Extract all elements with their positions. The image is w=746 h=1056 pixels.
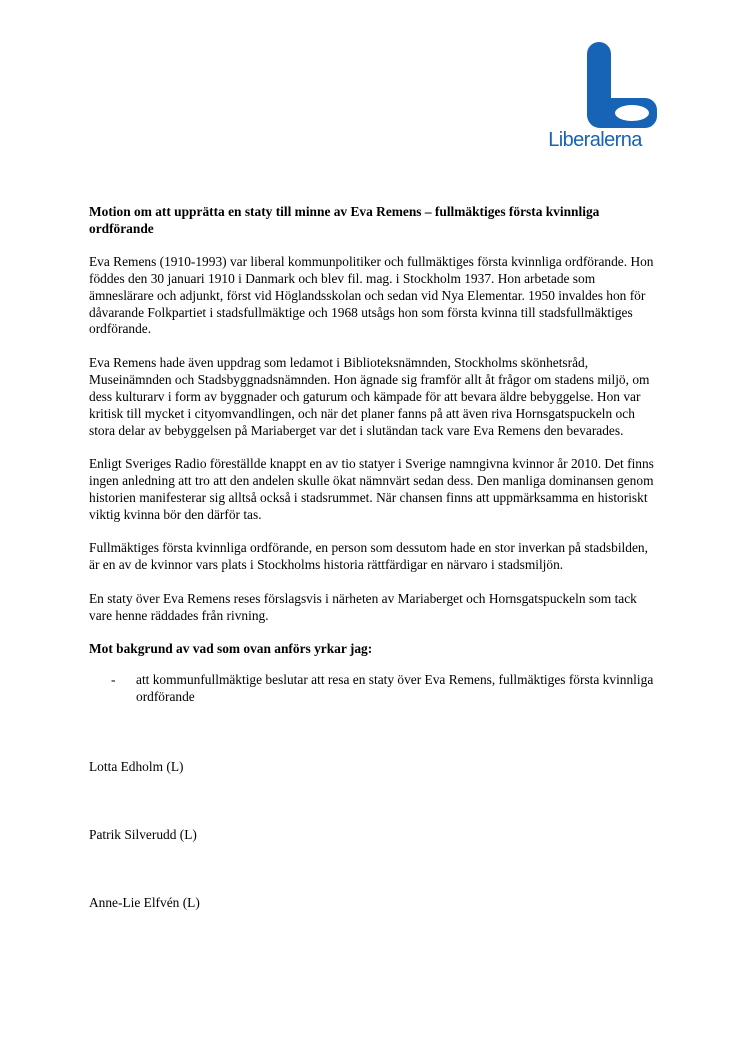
paragraph-2: Eva Remens hade även uppdrag som ledamot i Biblioteksnämnden, Stockholms skönhetsråd, Museinämnden och Stadsbyggnadsnämnden. Hon ägnade sig framför allt åt frågor om stadens miljö, om dess kulturarv i form av byggnader och gaturum och kämpade för att bevara äldre bebyggelse. Hon var kritisk till mycket i cityomvandlingen, och när det planer fanns på att även riva Hornsgatspuckeln och stora delar av bebyggelsen på Mariaberget var det i slutändan tack vare Eva Remens den bevarades. [89,354,650,438]
claims-heading: Mot bakgrund av vad som ovan anförs yrkar jag: [89,641,373,657]
signer-1: Lotta Edholm (L) [89,758,184,774]
paragraph-3: Enligt Sveriges Radio föreställde knappt en av tio statyer i Sverige namngivna kvinnor år 2010. Det finns ingen anledning att tro att den andelen skulle ökat nämnvärt sedan dess. Den manliga dominansen genom historien manifesterar sig alltså också i stadsrummet. När chansen finns att uppmärksamma en historiskt viktig kvinna bör den därför tas. [89,456,654,522]
document-title: Motion om att upprätta en staty till minne av Eva Remens – fullmäktiges första kvinnliga ordförande [89,204,600,236]
logo-wordmark: Liberalerna [548,129,642,151]
signer-3: Anne-Lie Elfvén (L) [89,894,200,910]
liberalerna-l-logo-icon [528,38,662,130]
party-logo [528,38,662,156]
paragraph-4: Fullmäktiges första kvinnliga ordförande, en person som dessutom hade en stor inverkan på stadsbilden, är en av de kvinnor vars plats i Stockholms historia rättfärdigar en närvaro i stadsmiljön. [89,540,648,573]
document-body [89,204,661,963]
paragraph-5: En staty över Eva Remens reses förslagsvis i närheten av Mariaberget och Hornsgatspuckeln som tack vare henne räddades från rivning. [89,590,637,623]
claim-bullet: - [111,672,116,687]
paragraph-1: Eva Remens (1910-1993) var liberal kommunpolitiker och fullmäktiges första kvinnliga ordförande. Hon föddes den 30 januari 1910 i Danmark och blev fil. mag. i Stockholm 1937. Hon arbetade som ämneslärare och adjunkt, först vid Höglandsskolan och sedan vid Nya Elementar. 1950 invaldes hon för dåvarande Folkpartiet i stadsfullmäktige och 1968 utsågs hon som första kvinna till stadsfullmäktiges ordförande. [89,253,654,337]
signer-2: Patrik Silverudd (L) [89,826,197,842]
claim-item [89,672,661,706]
claim-text: att kommunfullmäktige beslutar att resa en staty över Eva Remens, fullmäktiges första kvinnliga ordförande [136,672,654,704]
